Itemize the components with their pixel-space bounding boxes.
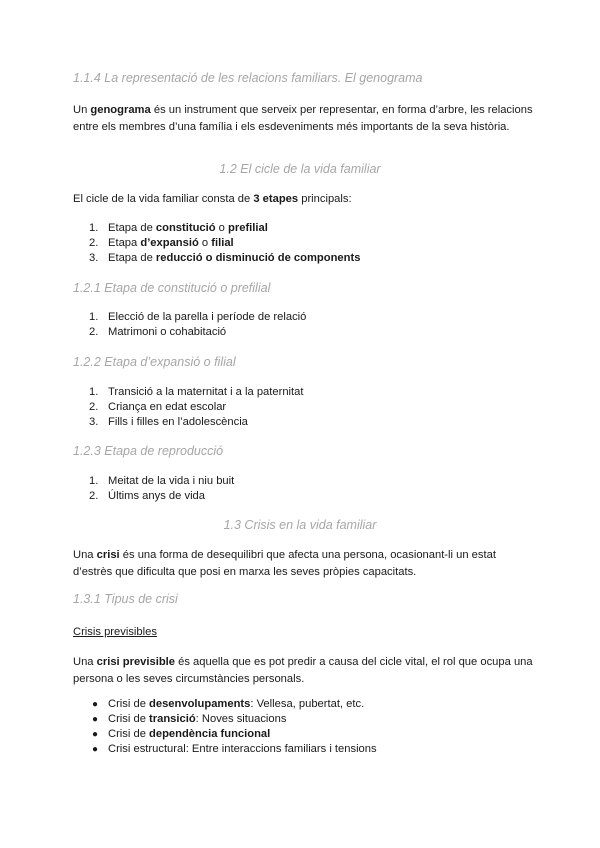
heading-1-1-4: 1.1.4 La representació de les relacions familiars. El genograma <box>73 71 423 85</box>
text: Una <box>73 549 97 561</box>
heading-1-2: 1.2 El cicle de la vida familiar <box>219 162 381 176</box>
bold-term: genograma <box>90 104 151 116</box>
text: : Noves situacions <box>195 713 287 725</box>
previsible-paragraph <box>73 654 533 687</box>
bullet-icon: ● <box>92 744 99 755</box>
list-number: 1. <box>89 311 99 323</box>
previsibles-subheading: Crisis previsibles <box>73 626 157 638</box>
text: Últims anys de vida <box>108 490 205 502</box>
list-item <box>73 474 234 489</box>
bullet-icon: ● <box>92 699 99 710</box>
list-item <box>73 400 303 415</box>
crisis-types-list <box>73 697 377 757</box>
text: Crisi de <box>108 713 150 725</box>
text: Transició a la maternitat i a la paternitat <box>108 386 304 398</box>
heading-1-2-2: 1.2.2 Etapa d’expansió o filial <box>73 355 236 369</box>
text: Crisi de <box>108 698 150 710</box>
bold-term: reducció o disminució de components <box>155 252 361 264</box>
list-item <box>73 385 303 400</box>
list-item <box>73 325 306 340</box>
bold-term: dependència funcional <box>149 728 271 740</box>
text: Etapa <box>108 237 141 249</box>
bold-term: filial <box>211 237 234 249</box>
genograma-paragraph <box>73 102 533 135</box>
list-item <box>73 712 377 727</box>
bold-term: 3 etapes <box>253 193 299 205</box>
text: Un <box>73 104 91 116</box>
bold-term: crisi previsible <box>96 656 175 668</box>
bold-term: constitució <box>155 222 216 234</box>
text: Matrimoni o cohabitació <box>108 326 227 338</box>
list-item <box>73 727 377 742</box>
list-item <box>73 251 360 266</box>
list-number: 1. <box>89 222 99 234</box>
list-number: 2. <box>89 490 99 502</box>
text: és una forma de desequilibri que afecta una persona, ocasionant-li un estat d’estrès que dificulta que posi en marxa les seves pròpies capacitats. <box>73 549 496 578</box>
heading-1-2-1: 1.2.1 Etapa de constitució o prefilial <box>73 281 271 295</box>
heading-1-2-3: 1.2.3 Etapa de reproducció <box>73 444 224 458</box>
list-item <box>73 489 234 504</box>
list-number: 3. <box>89 416 99 428</box>
text: o <box>198 237 212 249</box>
text: o <box>215 222 229 234</box>
heading-1-3-1: 1.3.1 Tipus de crisi <box>73 592 178 606</box>
text: Una <box>73 656 97 668</box>
text: Etapa de <box>108 222 156 234</box>
text: Crisi de <box>108 728 150 740</box>
list-item <box>73 236 360 251</box>
text: Etapa de <box>108 252 156 264</box>
list-item <box>73 221 360 236</box>
list-number: 3. <box>89 252 99 264</box>
list-item <box>73 742 377 757</box>
bullet-icon: ● <box>92 714 99 725</box>
bold-term: desenvolupaments <box>149 698 251 710</box>
list-number: 2. <box>89 326 99 338</box>
list-number: 2. <box>89 237 99 249</box>
text: Crisi estructural: Entre interaccions familiars i tensions <box>108 743 377 755</box>
heading-1-3: 1.3 Crisis en la vida familiar <box>223 518 377 532</box>
list-item <box>73 310 306 325</box>
text: : Vellesa, pubertat, etc. <box>250 698 365 710</box>
text: Meitat de la vida i niu buit <box>108 475 235 487</box>
list-number: 1. <box>89 386 99 398</box>
list-1-2-2 <box>73 385 303 430</box>
cicle-paragraph <box>73 191 533 208</box>
list-1-2-3 <box>73 474 234 504</box>
text: Elecció de la parella i període de relació <box>108 311 307 323</box>
etapes-list <box>73 221 360 266</box>
text: El cicle de la vida familiar consta de <box>73 193 254 205</box>
text: Fills i filles en l’adolescència <box>108 416 248 428</box>
list-item <box>73 415 303 430</box>
text: principals: <box>298 193 352 205</box>
text: és un instrument que serveix per representar, en forma d’arbre, les relacions entre els membres d’una família i els esdeveniments més importants de la seva història. <box>73 104 533 133</box>
list-number: 1. <box>89 475 99 487</box>
list-number: 2. <box>89 401 99 413</box>
text: és aquella que es pot predir a causa del cicle vital, el rol que ocupa una persona o les seves circumstàncies personals. <box>73 656 533 685</box>
crisi-paragraph <box>73 547 533 580</box>
list-item <box>73 697 377 712</box>
list-1-2-1 <box>73 310 306 340</box>
text: Criança en edat escolar <box>108 401 227 413</box>
bold-term: prefilial <box>228 222 268 234</box>
bold-term: crisi <box>96 549 120 561</box>
bold-term: d’expansió <box>140 237 199 249</box>
bullet-icon: ● <box>92 729 99 740</box>
bold-term: transició <box>149 713 196 725</box>
